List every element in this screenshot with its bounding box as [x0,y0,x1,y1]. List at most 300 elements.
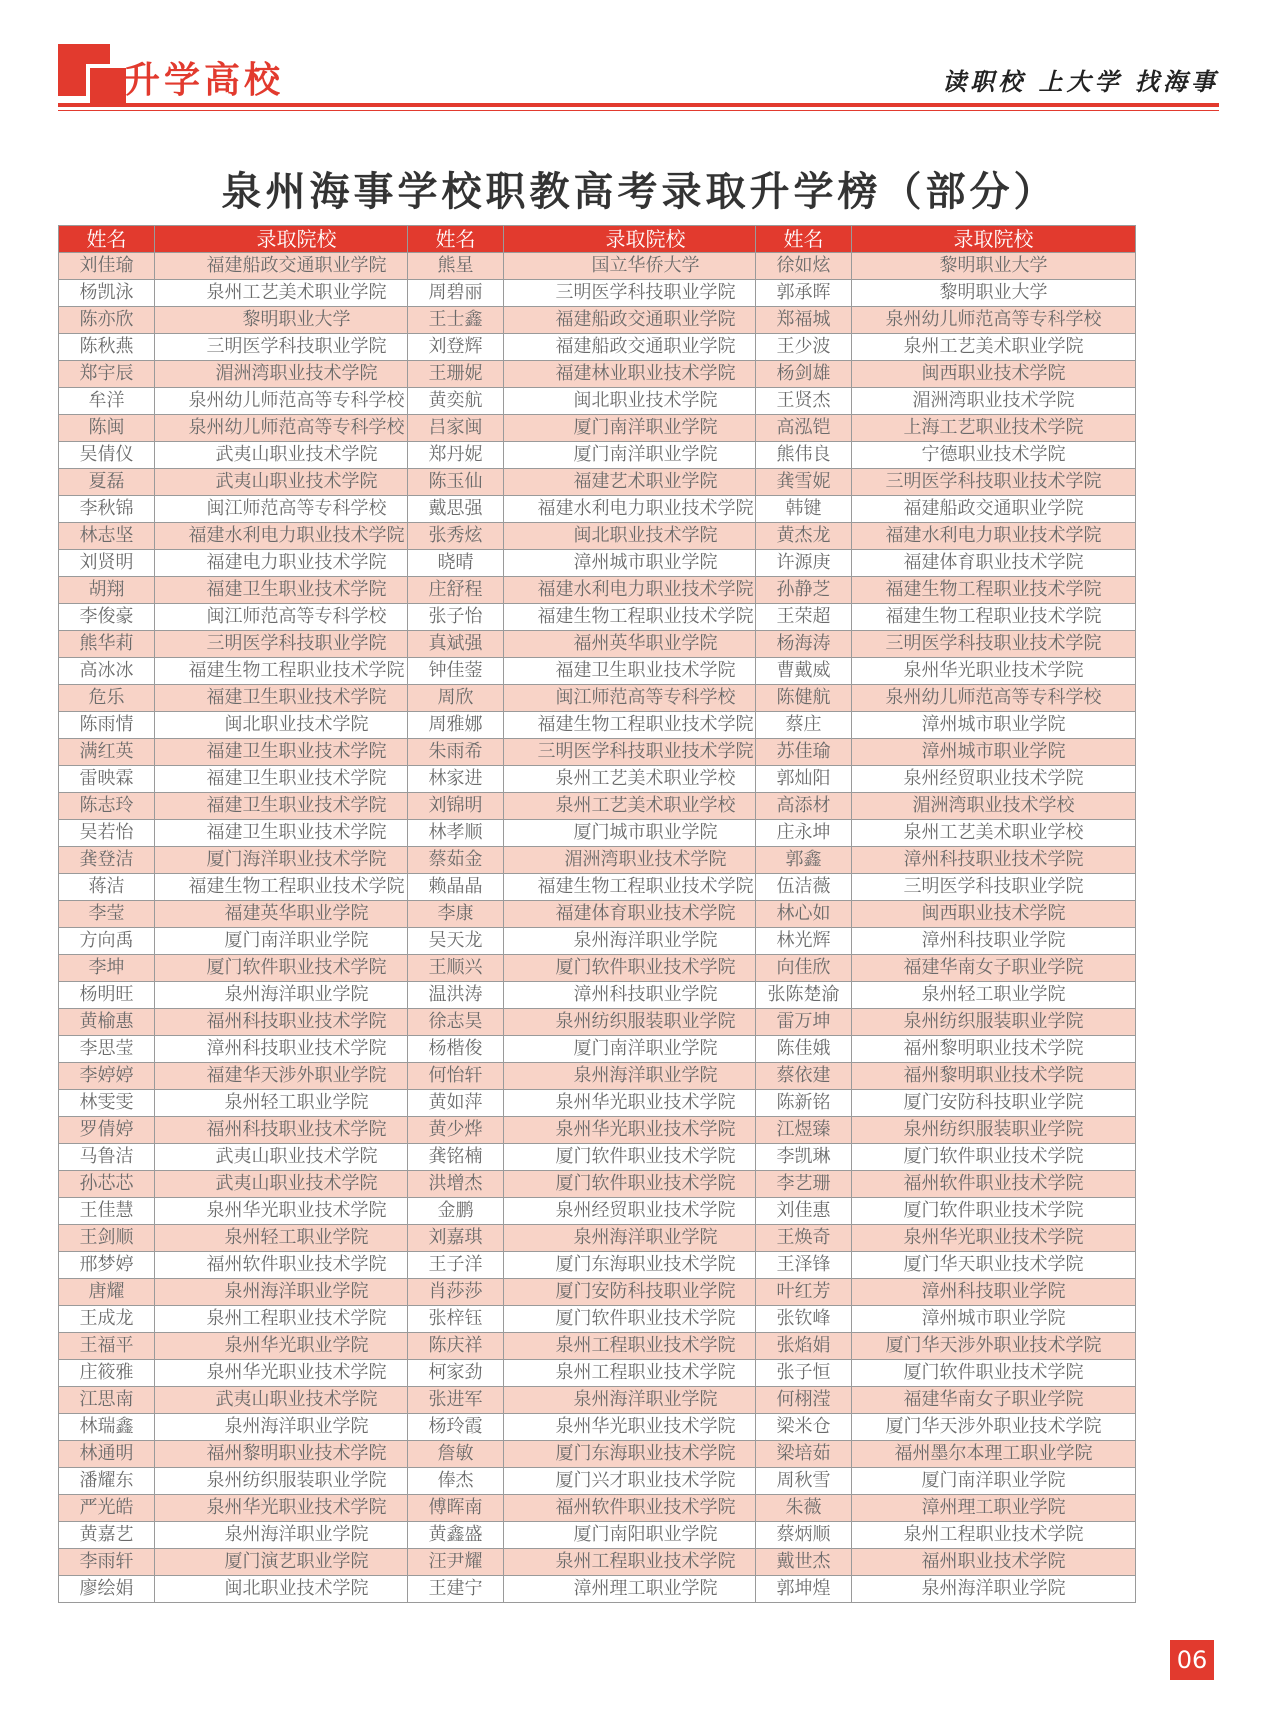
student-name-cell: 熊华莉 [59,631,155,658]
admission-table-3 [755,225,1136,1603]
student-name-cell: 梁培茹 [756,1441,852,1468]
student-name-cell: 雷映霖 [59,766,155,793]
table-row [408,1225,788,1252]
admitted-school-cell: 泉州华光职业技术学院 [155,1198,439,1225]
student-name-cell: 郑丹妮 [408,442,504,469]
table-row [756,1279,1136,1306]
student-name-cell: 张进军 [408,1387,504,1414]
admitted-school-cell: 泉州工程职业技术学院 [155,1306,439,1333]
admitted-school-cell: 福建卫生职业技术学院 [504,658,788,685]
table-row [756,1171,1136,1198]
admitted-school-cell: 厦门安防科技职业学院 [504,1279,788,1306]
table-row [408,1090,788,1117]
student-name-cell: 杨楷俊 [408,1036,504,1063]
table-row [408,1198,788,1225]
student-name-cell: 李坤 [59,955,155,982]
student-name-cell: 马鲁洁 [59,1144,155,1171]
student-name-cell: 邢梦婷 [59,1252,155,1279]
table-row [756,361,1136,388]
student-name-cell: 满红英 [59,739,155,766]
student-name-cell: 夏磊 [59,469,155,496]
student-name-cell: 柯家劲 [408,1360,504,1387]
student-name-cell: 江思南 [59,1387,155,1414]
table-row [408,928,788,955]
student-name-cell: 高冰冰 [59,658,155,685]
student-name-cell: 龚雪妮 [756,469,852,496]
student-name-cell: 蔡庄 [756,712,852,739]
admitted-school-cell: 三明医学科技职业技术学院 [852,631,1136,658]
table-row [408,1441,788,1468]
student-name-cell: 郭鑫 [756,847,852,874]
student-name-cell: 张子恒 [756,1360,852,1387]
admitted-school-cell: 福建卫生职业技术学院 [155,793,439,820]
table-row [59,415,439,442]
admitted-school-cell: 福建华南女子职业学院 [852,955,1136,982]
admitted-school-cell: 闽北职业技术学院 [155,1576,439,1603]
table-row [59,1009,439,1036]
table-row [408,1522,788,1549]
admitted-school-cell: 福建卫生职业技术学院 [155,577,439,604]
table-row [756,1144,1136,1171]
admitted-school-cell: 泉州工艺美术职业学校 [504,766,788,793]
table-row [59,1252,439,1279]
name-column-header: 姓名 [408,226,504,253]
admitted-school-cell: 武夷山职业技术学院 [155,1144,439,1171]
student-name-cell: 龚登洁 [59,847,155,874]
table-row [756,442,1136,469]
student-name-cell: 高添材 [756,793,852,820]
admitted-school-cell: 厦门软件职业技术学院 [155,955,439,982]
table-row [408,280,788,307]
admitted-school-cell: 福州黎明职业技术学院 [852,1036,1136,1063]
page-title: 泉州海事学校职教高考录取升学榜（部分） [221,168,1058,215]
student-name-cell: 黄杰龙 [756,523,852,550]
admitted-school-cell: 泉州工艺美术职业学院 [852,334,1136,361]
student-name-cell: 廖绘娟 [59,1576,155,1603]
table-row [408,1306,788,1333]
table-row [756,1468,1136,1495]
student-name-cell: 庄永坤 [756,820,852,847]
admitted-school-cell: 三明医学科技职业学院 [852,874,1136,901]
table-row [59,901,439,928]
admitted-school-cell: 泉州幼儿师范高等专科学校 [155,415,439,442]
student-name-cell: 危乐 [59,685,155,712]
name-column-header: 姓名 [756,226,852,253]
table-row [756,874,1136,901]
student-name-cell: 吴天龙 [408,928,504,955]
admitted-school-cell: 厦门东海职业技术学院 [504,1441,788,1468]
admitted-school-cell: 泉州纺织服装职业学院 [504,1009,788,1036]
table-row [59,955,439,982]
admitted-school-cell: 福州墨尔本理工职业学院 [852,1441,1136,1468]
admitted-school-cell: 泉州工艺美术职业学校 [504,793,788,820]
table-row [59,1225,439,1252]
admitted-school-cell: 福建林业职业技术学院 [504,361,788,388]
student-name-cell: 张钦峰 [756,1306,852,1333]
student-name-cell: 刘贤明 [59,550,155,577]
table-row [408,523,788,550]
table-row [408,361,788,388]
admitted-school-cell: 福建船政交通职业学院 [852,496,1136,523]
table-row [756,1522,1136,1549]
table-row [756,415,1136,442]
admitted-school-cell: 泉州轻工职业学院 [155,1090,439,1117]
table-row [59,469,439,496]
admitted-school-cell: 宁德职业技术学院 [852,442,1136,469]
admitted-school-cell: 湄洲湾职业技术学院 [852,388,1136,415]
admitted-school-cell: 泉州工程职业技术学院 [852,1522,1136,1549]
table-row [408,604,788,631]
table-row [408,1549,788,1576]
student-name-cell: 王顺兴 [408,955,504,982]
table-row [408,253,788,280]
admitted-school-cell: 厦门华天涉外职业技术学院 [852,1333,1136,1360]
table-row [59,253,439,280]
table-row [756,658,1136,685]
table-row [756,901,1136,928]
admitted-school-cell: 福建生物工程职业技术学院 [852,604,1136,631]
student-name-cell: 陈闽 [59,415,155,442]
table-row [59,1306,439,1333]
admitted-school-cell: 闽江师范高等专科学校 [504,685,788,712]
admitted-school-cell: 福州英华职业学院 [504,631,788,658]
admitted-school-cell: 福州科技职业技术学院 [155,1117,439,1144]
table-row [59,1522,439,1549]
admitted-school-cell: 泉州海洋职业学院 [155,982,439,1009]
table-row [756,1306,1136,1333]
student-name-cell: 郭坤煌 [756,1576,852,1603]
student-name-cell: 金鹏 [408,1198,504,1225]
student-name-cell: 吴若怡 [59,820,155,847]
admitted-school-cell: 厦门华天职业技术学院 [852,1252,1136,1279]
admitted-school-cell: 福建卫生职业技术学院 [155,685,439,712]
student-name-cell: 何怡轩 [408,1063,504,1090]
admitted-school-cell: 福建生物工程职业技术学院 [852,577,1136,604]
admitted-school-cell: 泉州海洋职业学院 [155,1522,439,1549]
student-name-cell: 陈玉仙 [408,469,504,496]
student-name-cell: 王少波 [756,334,852,361]
admitted-school-cell: 黎明职业大学 [852,280,1136,307]
admission-table-1 [58,225,439,1603]
student-name-cell: 蔡依建 [756,1063,852,1090]
student-name-cell: 罗倩婷 [59,1117,155,1144]
header-logo-inner-block [90,68,126,104]
admitted-school-cell: 漳州理工职业学院 [504,1576,788,1603]
table-row [408,577,788,604]
student-name-cell: 林孝顺 [408,820,504,847]
table-row [59,766,439,793]
student-name-cell: 王佳慧 [59,1198,155,1225]
admitted-school-cell: 福州黎明职业技术学院 [852,1063,1136,1090]
name-column-header: 姓名 [59,226,155,253]
table-row [59,1171,439,1198]
table-row [59,658,439,685]
table-row [756,1009,1136,1036]
table-row [59,1576,439,1603]
student-name-cell: 林家进 [408,766,504,793]
admitted-school-cell: 泉州工艺美术职业学校 [852,820,1136,847]
table-row [59,1549,439,1576]
table-row [408,550,788,577]
table-row [59,577,439,604]
admitted-school-cell: 泉州华光职业技术学院 [504,1090,788,1117]
student-name-cell: 王士鑫 [408,307,504,334]
table-row [59,280,439,307]
admitted-school-cell: 湄洲湾职业技术学校 [852,793,1136,820]
admitted-school-cell: 泉州华光职业技术学院 [852,1225,1136,1252]
student-name-cell: 陈雨情 [59,712,155,739]
admitted-school-cell: 漳州科技职业学院 [852,928,1136,955]
admitted-school-cell: 福建生物工程职业技术学院 [504,712,788,739]
admitted-school-cell: 福州黎明职业技术学院 [155,1441,439,1468]
table-row [59,550,439,577]
school-column-header: 录取院校 [155,226,439,253]
student-name-cell: 郑宇辰 [59,361,155,388]
admitted-school-cell: 福建艺术职业学院 [504,469,788,496]
admitted-school-cell: 福建船政交通职业学院 [155,253,439,280]
student-name-cell: 黄少烨 [408,1117,504,1144]
student-name-cell: 王子洋 [408,1252,504,1279]
student-name-cell: 晓晴 [408,550,504,577]
admitted-school-cell: 闽北职业技术学院 [504,388,788,415]
table-row [59,1090,439,1117]
admitted-school-cell: 泉州轻工职业学院 [155,1225,439,1252]
table-row [408,1171,788,1198]
student-name-cell: 杨明旺 [59,982,155,1009]
admitted-school-cell: 福建生物工程职业技术学院 [504,604,788,631]
student-name-cell: 庄舒程 [408,577,504,604]
school-column-header: 录取院校 [504,226,788,253]
admitted-school-cell: 厦门软件职业技术学院 [852,1144,1136,1171]
student-name-cell: 王福平 [59,1333,155,1360]
student-name-cell: 熊伟良 [756,442,852,469]
table-row [756,1117,1136,1144]
admitted-school-cell: 泉州纺织服装职业学院 [852,1117,1136,1144]
table-row [59,523,439,550]
table-row [408,982,788,1009]
table-row [408,658,788,685]
admitted-school-cell: 福建卫生职业技术学院 [155,739,439,766]
student-name-cell: 张陈楚渝 [756,982,852,1009]
admitted-school-cell: 泉州华光职业技术学院 [504,1414,788,1441]
admitted-school-cell: 福建体育职业技术学院 [852,550,1136,577]
table-row [756,280,1136,307]
admitted-school-cell: 泉州幼儿师范高等专科学校 [852,307,1136,334]
admitted-school-cell: 福州软件职业技术学院 [852,1171,1136,1198]
admitted-school-cell: 漳州科技职业学院 [852,1279,1136,1306]
admitted-school-cell: 武夷山职业技术学院 [155,1171,439,1198]
student-name-cell: 张子怡 [408,604,504,631]
table-row [756,1441,1136,1468]
table-row [756,577,1136,604]
admitted-school-cell: 厦门软件职业技术学院 [852,1360,1136,1387]
student-name-cell: 江煜臻 [756,1117,852,1144]
table-row [408,1117,788,1144]
table-row [756,1252,1136,1279]
admitted-school-cell: 泉州海洋职业学院 [504,1387,788,1414]
student-name-cell: 周欣 [408,685,504,712]
admitted-school-cell: 厦门安防科技职业学院 [852,1090,1136,1117]
admitted-school-cell: 泉州海洋职业学院 [155,1414,439,1441]
admitted-school-cell: 武夷山职业技术学院 [155,442,439,469]
table-row [756,685,1136,712]
student-name-cell: 陈新铭 [756,1090,852,1117]
student-name-cell: 林通明 [59,1441,155,1468]
table-row [408,1036,788,1063]
student-name-cell: 李凯琳 [756,1144,852,1171]
admitted-school-cell: 福建水利电力职业技术学院 [852,523,1136,550]
admitted-school-cell: 泉州海洋职业学院 [504,928,788,955]
student-name-cell: 张秀炫 [408,523,504,550]
student-name-cell: 苏佳瑜 [756,739,852,766]
admitted-school-cell: 三明医学科技职业学院 [155,334,439,361]
student-name-cell: 孙静芝 [756,577,852,604]
table-row [408,1360,788,1387]
header-rule-thick [58,103,1219,107]
admitted-school-cell: 厦门华天涉外职业技术学院 [852,1414,1136,1441]
table-row [408,1252,788,1279]
table-row [59,1333,439,1360]
student-name-cell: 曹戴威 [756,658,852,685]
admitted-school-cell: 福建卫生职业技术学院 [155,820,439,847]
student-name-cell: 钟佳蓥 [408,658,504,685]
admitted-school-cell: 福建水利电力职业技术学院 [504,496,788,523]
student-name-cell: 王成龙 [59,1306,155,1333]
table-row [408,874,788,901]
admitted-school-cell: 三明医学科技职业学院 [155,631,439,658]
table-row [59,442,439,469]
student-name-cell: 李婷婷 [59,1063,155,1090]
table-row [408,901,788,928]
student-name-cell: 刘佳瑜 [59,253,155,280]
student-name-cell: 李思莹 [59,1036,155,1063]
admitted-school-cell: 泉州经贸职业技术学院 [504,1198,788,1225]
admitted-school-cell: 福州软件职业技术学院 [504,1495,788,1522]
student-name-cell: 朱薇 [756,1495,852,1522]
student-name-cell: 肖莎莎 [408,1279,504,1306]
table-row [408,847,788,874]
student-name-cell: 汪尹耀 [408,1549,504,1576]
table-row [59,928,439,955]
table-row [59,874,439,901]
student-name-cell: 徐如炫 [756,253,852,280]
admitted-school-cell: 厦门兴才职业技术学院 [504,1468,788,1495]
table-header-row [408,226,788,253]
table-row [59,1117,439,1144]
table-header-row [756,226,1136,253]
student-name-cell: 李俊豪 [59,604,155,631]
student-name-cell: 王焕奇 [756,1225,852,1252]
admitted-school-cell: 武夷山职业技术学院 [155,469,439,496]
table-row [59,685,439,712]
student-name-cell: 黄嘉艺 [59,1522,155,1549]
table-row [408,1063,788,1090]
admitted-school-cell: 黎明职业大学 [155,307,439,334]
admitted-school-cell: 福州职业技术学院 [852,1549,1136,1576]
table-row [756,469,1136,496]
table-row [408,1468,788,1495]
admitted-school-cell: 福州软件职业技术学院 [155,1252,439,1279]
admitted-school-cell: 厦门城市职业学院 [504,820,788,847]
student-name-cell: 林心如 [756,901,852,928]
table-row [408,1009,788,1036]
admitted-school-cell: 泉州工艺美术职业学院 [155,280,439,307]
admitted-school-cell: 泉州工程职业技术学院 [504,1333,788,1360]
student-name-cell: 庄筱雅 [59,1360,155,1387]
admitted-school-cell: 福建生物工程职业技术学院 [155,658,439,685]
table-row [756,334,1136,361]
table-row [408,469,788,496]
student-name-cell: 赖晶晶 [408,874,504,901]
student-name-cell: 许源庚 [756,550,852,577]
table-row [408,1387,788,1414]
student-name-cell: 熊星 [408,253,504,280]
student-name-cell: 黄奕航 [408,388,504,415]
admitted-school-cell: 厦门软件职业技术学院 [504,955,788,982]
student-name-cell: 杨玲霞 [408,1414,504,1441]
student-name-cell: 李雨轩 [59,1549,155,1576]
student-name-cell: 伍洁薇 [756,874,852,901]
admitted-school-cell: 闽西职业技术学院 [852,901,1136,928]
admitted-school-cell: 厦门软件职业技术学院 [504,1171,788,1198]
admitted-school-cell: 福州科技职业技术学院 [155,1009,439,1036]
table-row [59,361,439,388]
student-name-cell: 俸杰 [408,1468,504,1495]
table-row [756,604,1136,631]
student-name-cell: 何栩滢 [756,1387,852,1414]
student-name-cell: 陈健航 [756,685,852,712]
admitted-school-cell: 三明医学科技职业技术学院 [504,739,788,766]
admitted-school-cell: 福建生物工程职业技术学院 [155,874,439,901]
admitted-school-cell: 泉州海洋职业学院 [852,1576,1136,1603]
student-name-cell: 胡翔 [59,577,155,604]
table-row [59,1414,439,1441]
student-name-cell: 李艺珊 [756,1171,852,1198]
admitted-school-cell: 漳州理工职业学院 [852,1495,1136,1522]
table-row [756,982,1136,1009]
admitted-school-cell: 福建船政交通职业学院 [504,334,788,361]
student-name-cell: 唐耀 [59,1279,155,1306]
table-row [408,955,788,982]
table-row [59,1279,439,1306]
admitted-school-cell: 泉州海洋职业学院 [504,1225,788,1252]
student-name-cell: 林雯雯 [59,1090,155,1117]
student-name-cell: 朱雨希 [408,739,504,766]
student-name-cell: 李康 [408,901,504,928]
student-name-cell: 李秋锦 [59,496,155,523]
table-row [756,847,1136,874]
table-row [756,1495,1136,1522]
table-row [408,1333,788,1360]
admitted-school-cell: 厦门东海职业技术学院 [504,1252,788,1279]
admitted-school-cell: 泉州华光职业技术学院 [155,1360,439,1387]
table-row [756,1387,1136,1414]
student-name-cell: 吴倩仪 [59,442,155,469]
table-row [756,1225,1136,1252]
table-header-row [59,226,439,253]
table-row [59,1036,439,1063]
student-name-cell: 李莹 [59,901,155,928]
admitted-school-cell: 福建体育职业技术学院 [504,901,788,928]
admitted-school-cell: 泉州华光职业技术学院 [155,1495,439,1522]
student-name-cell: 刘佳惠 [756,1198,852,1225]
table-row [756,496,1136,523]
table-row [408,793,788,820]
student-name-cell: 周碧丽 [408,280,504,307]
table-row [59,820,439,847]
admitted-school-cell: 福建华天涉外职业学院 [155,1063,439,1090]
student-name-cell: 王珊妮 [408,361,504,388]
